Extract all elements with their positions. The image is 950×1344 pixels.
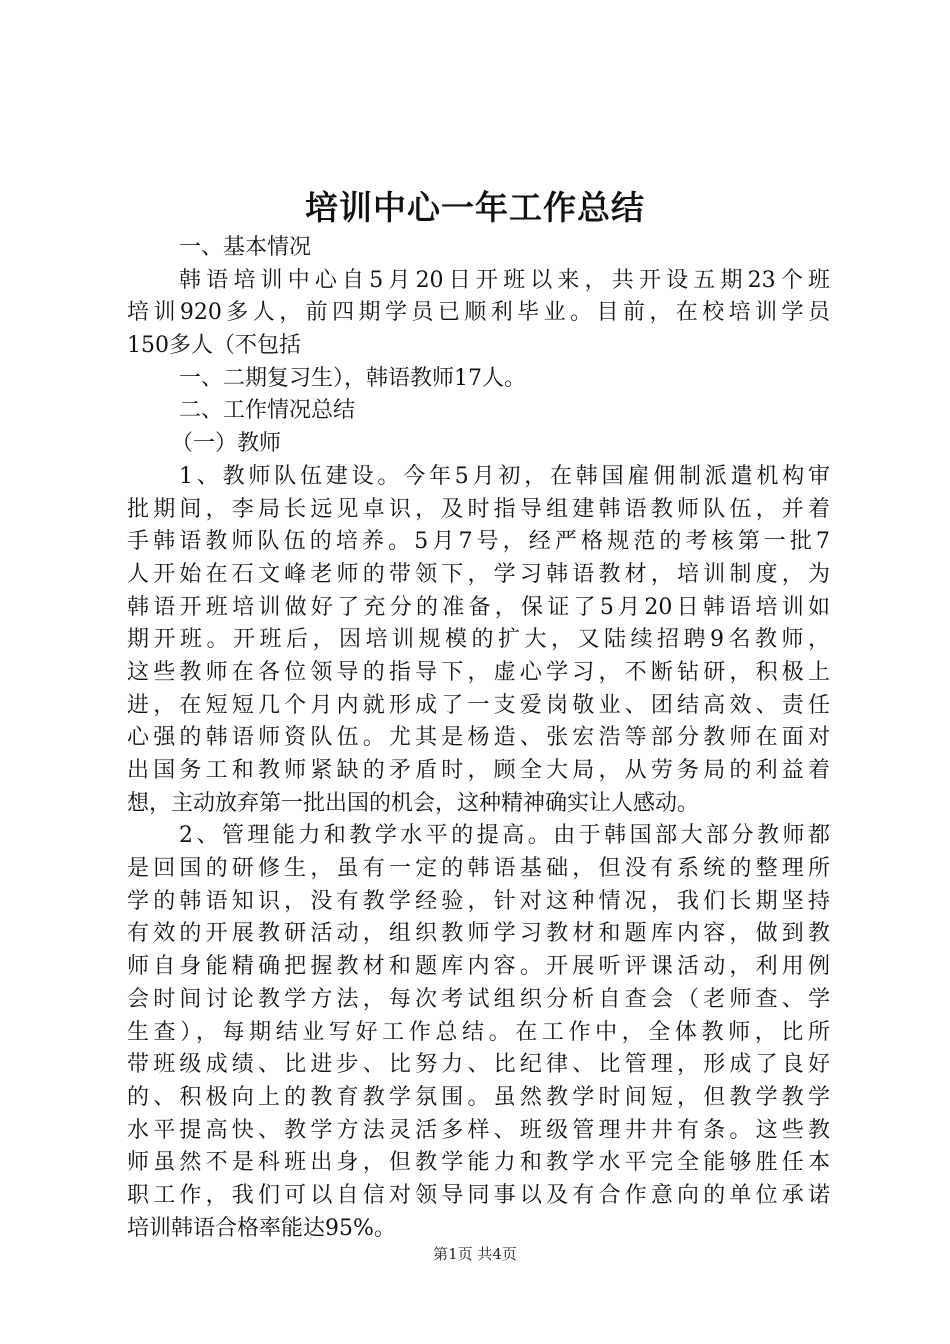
body-line: 的、积极向上的教育教学氛围。虽然教学时间短，但教学教学 — [127, 1084, 830, 1110]
body-line: 心强的韩语师资队伍。尤其是杨造、张宏浩等部分教师在面对 — [127, 725, 830, 751]
body-line: 批期间，李局长远见卓识，及时指导组建韩语教师队伍，并着 — [127, 496, 830, 522]
section-heading-basic: 一、基本情况 — [179, 235, 312, 260]
body-line: 这些教师在各位领导的指导下，虚心学习，不断钻研，积极上 — [127, 659, 830, 685]
body-line: 带班级成绩、比进步、比努力、比纪律、比管理，形成了良好 — [127, 1052, 830, 1078]
document-body — [127, 232, 830, 1245]
body-line: 学的韩语知识，没有教学经验，针对这种情况，我们长期坚持 — [127, 888, 830, 914]
body-line: 会时间讨论教学方法，每次考试组织分析自查会（老师查、学 — [127, 986, 830, 1012]
body-line: 韩语开班培训做好了充分的准备，保证了5月20日韩语培训如 — [127, 594, 830, 620]
body-line: 水平提高快、教学方法灵活多样、班级管理井井有条。这些教 — [127, 1117, 830, 1143]
body-line: 有效的开展教研活动，组织教师学习教材和题库内容，做到教 — [127, 921, 830, 947]
document-title: 培训中心一年工作总结 — [305, 188, 645, 227]
body-line: 职工作，我们可以自信对领导同事以及有合作意向的单位承诺 — [127, 1182, 830, 1208]
body-line: 韩语培训中心自5月20日开班以来，共开设五期23个班 — [179, 267, 830, 293]
body-line: 是回国的研修生，虽有一定的韩语基础，但没有系统的整理所 — [127, 856, 830, 882]
body-line: 期开班。开班后，因培训规模的扩大，又陆续招聘9名教师， — [127, 627, 830, 653]
body-line: 想，主动放弃第一批出国的机会，这种精神确实让人感动。 — [127, 790, 700, 816]
body-line: 生查），每期结业写好工作总结。在工作中，全体教师，比所 — [127, 1019, 830, 1045]
body-line: 2、管理能力和教学水平的提高。由于韩国部大部分教师都 — [179, 823, 830, 849]
page-number: 第1页 共4页 — [433, 1245, 517, 1263]
body-line: 进，在短短几个月内就形成了一支爱岗敬业、团结高效、责任 — [127, 692, 830, 718]
subsection-heading-teachers: （一）教师 — [171, 431, 282, 457]
body-line: 一、二期复习生），韩语教师17人。 — [179, 365, 526, 391]
body-line: 师自身能精确把握教材和题库内容。开展听评课活动，利用例 — [127, 954, 830, 980]
body-line: 培训韩语合格率能达95%。 — [127, 1215, 396, 1241]
body-line: 师虽然不是科班出身，但教学能力和教学水平完全能够胜任本 — [127, 1150, 830, 1176]
body-line: 1、教师队伍建设。今年5月初，在韩国雇佣制派遣机构审 — [179, 463, 830, 489]
body-line: 培训920多人，前四期学员已顺利毕业。目前，在校培训学员 — [127, 300, 830, 326]
body-line: 手韩语教师队伍的培养。5月7号，经严格规范的考核第一批7 — [127, 529, 830, 555]
section-heading-work: 二、工作情况总结 — [179, 398, 356, 424]
body-line: 出国务工和教师紧缺的矛盾时，顾全大局，从劳务局的利益着 — [127, 758, 830, 783]
body-line: 人开始在石文峰老师的带领下，学习韩语教材，培训制度，为 — [127, 561, 830, 587]
body-line: 150多人（不包括 — [127, 333, 301, 359]
